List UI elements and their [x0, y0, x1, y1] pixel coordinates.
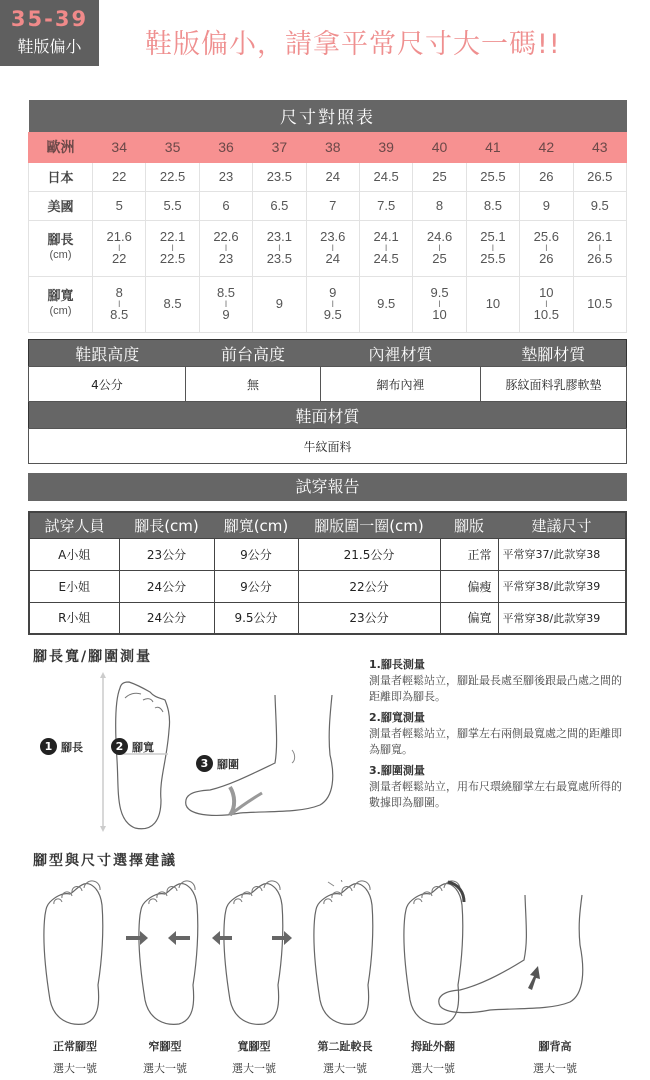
upper-material-header: 鞋面材質 — [29, 402, 627, 429]
jp-size: 22.5 — [146, 162, 199, 191]
column-header: 試穿人員 — [29, 512, 119, 538]
jp-size: 25.5 — [466, 162, 519, 191]
eu-row — [29, 132, 627, 162]
foot-length-range: 26.1 I 26.5 — [573, 220, 626, 276]
foot-girth: 21.5公分 — [298, 538, 440, 570]
fitting-report-table — [28, 511, 627, 635]
foot-length-range: 24.6 I 25 — [413, 220, 466, 276]
front-height-header: 前台高度 — [186, 340, 321, 367]
front-height-value: 無 — [186, 367, 321, 402]
eu-size: 41 — [466, 132, 519, 162]
foot-long-second-toe-icon — [314, 880, 373, 1024]
jp-size: 22 — [93, 162, 146, 191]
tester-name: R小姐 — [29, 602, 119, 634]
jp-size: 25 — [413, 162, 466, 191]
foot-length-range: 22.1 I 22.5 — [146, 220, 199, 276]
foot-wide-icon — [212, 881, 292, 1024]
foot-shape: 偏瘦 — [440, 570, 498, 602]
foot-side-girth-diagram — [180, 695, 340, 825]
row-label — [29, 220, 93, 276]
jp-size: 24 — [306, 162, 359, 191]
row-label: 美國 — [29, 191, 93, 220]
eu-size: 38 — [306, 132, 359, 162]
row-label: 日本 — [29, 162, 93, 191]
foot-width: 9公分 — [214, 538, 298, 570]
foot-normal-icon — [44, 881, 103, 1024]
column-header: 腳版圍一圈(cm) — [298, 512, 440, 538]
table-row — [29, 602, 626, 634]
jp-size: 23.5 — [253, 162, 306, 191]
number-2-icon: 2 — [111, 738, 128, 755]
us-size: 9.5 — [573, 191, 626, 220]
measure-title: 腳長寬/腳圍測量 — [33, 649, 153, 665]
us-row — [29, 191, 627, 220]
foot-width-row — [29, 276, 627, 332]
us-size: 8.5 — [466, 191, 519, 220]
foot-shape: 偏寬 — [440, 602, 498, 634]
unit-label: (cm) — [49, 249, 72, 261]
foot-length-range: 22.6 I 23 — [199, 220, 252, 276]
measure-label-length: 1 腳長 — [40, 738, 83, 755]
instruction-length: 1.腳長測量 測量者輕鬆站立，腳趾最長處至腳後跟最凸處之間的距離即為腳長。 — [369, 658, 622, 703]
column-header: 腳長(cm) — [119, 512, 214, 538]
eu-size: 34 — [93, 132, 146, 162]
foot-girth: 22公分 — [298, 570, 440, 602]
table-row — [29, 570, 626, 602]
instruction-girth: 3.腳圍測量 測量者輕鬆站立，用布尺環繞腳掌左右最寬處所得的數據即為腳圍。 — [369, 764, 622, 809]
foot-type-high-instep: 腳背高 選大一號 — [533, 1040, 577, 1075]
report-title: 試穿報告 — [28, 473, 627, 501]
foot-width-range: 8.5 I 9 — [199, 276, 252, 332]
foot-length-row — [29, 220, 627, 276]
foot-width-value: 10 — [466, 276, 519, 332]
foot-length-range: 24.1 I 24.5 — [359, 220, 412, 276]
materials-table — [28, 339, 627, 464]
number-1-icon: 1 — [40, 738, 57, 755]
jp-size: 23 — [199, 162, 252, 191]
foot-length-label: 腳長 — [47, 233, 74, 248]
heel-height-value: 4公分 — [29, 367, 186, 402]
lining-header: 內裡材質 — [321, 340, 481, 367]
size-chart-title: 尺寸對照表 — [29, 100, 627, 132]
foot-narrow-icon — [126, 881, 198, 1024]
foot-length-range: 25.1 I 25.5 — [466, 220, 519, 276]
tester-name: E小姐 — [29, 570, 119, 602]
instruction-width: 2.腳寬測量 測量者輕鬆站立，腳掌左右兩側最寬處之間的距離即為腳寬。 — [369, 711, 622, 756]
foot-width: 9公分 — [214, 570, 298, 602]
foot-type-bunion: 拇趾外翻 選大一號 — [411, 1040, 455, 1075]
size-range: 35-39 — [10, 7, 89, 31]
us-size: 5.5 — [146, 191, 199, 220]
row-label — [29, 276, 93, 332]
foot-length-range: 23.1 I 23.5 — [253, 220, 306, 276]
foot-length-range: 25.6 I 26 — [520, 220, 573, 276]
foot-type-narrow: 窄腳型 選大一號 — [143, 1040, 187, 1075]
us-size: 7 — [306, 191, 359, 220]
foot-type-normal: 正常腳型 選大一號 — [53, 1040, 97, 1075]
foot-type-wide: 寬腳型 選大一號 — [232, 1040, 276, 1075]
number-3-icon: 3 — [196, 755, 213, 772]
unit-label: (cm) — [49, 305, 72, 317]
foot-width-value: 8.5 — [146, 276, 199, 332]
eu-size: 39 — [359, 132, 412, 162]
suggested-size: 平常穿38/此款穿39 — [498, 602, 626, 634]
foot-length: 23公分 — [119, 538, 214, 570]
lining-value: 網布內裡 — [321, 367, 481, 402]
jp-row — [29, 162, 627, 191]
foot-length-range: 21.6 I 22 — [93, 220, 146, 276]
insole-header: 墊腳材質 — [481, 340, 627, 367]
foot-width-value: 9 — [253, 276, 306, 332]
measure-label-width: 2 腳寬 — [111, 738, 154, 755]
jp-size: 26.5 — [573, 162, 626, 191]
insole-value: 豚紋面料乳膠軟墊 — [481, 367, 627, 402]
fit-note: 鞋版偏小 — [17, 37, 82, 56]
row-label: 歐洲 — [29, 132, 93, 162]
measurement-instructions — [369, 657, 629, 816]
foot-shape: 正常 — [440, 538, 498, 570]
jp-size: 26 — [520, 162, 573, 191]
column-header: 腳寬(cm) — [214, 512, 298, 538]
size-chart-table — [28, 100, 627, 333]
tester-name: A小姐 — [29, 538, 119, 570]
foot-girth: 23公分 — [298, 602, 440, 634]
foot-width-range: 8 I 8.5 — [93, 276, 146, 332]
size-range-badge — [0, 0, 99, 66]
foot-width-range: 10 I 10.5 — [520, 276, 573, 332]
eu-size: 37 — [253, 132, 306, 162]
headline: 鞋版偏小，請拿平常尺寸大一碼!! — [145, 29, 561, 60]
foot-high-instep-icon — [439, 895, 583, 1013]
foot-length: 24公分 — [119, 602, 214, 634]
foot-bunion-icon — [404, 881, 464, 1024]
upper-material-value: 牛紋面料 — [29, 429, 627, 464]
foot-width-label: 腳寬 — [47, 289, 74, 304]
jp-size: 24.5 — [359, 162, 412, 191]
us-size: 7.5 — [359, 191, 412, 220]
foot-type-long-second-toe: 第二趾較長 選大一號 — [317, 1040, 373, 1075]
foot-length: 24公分 — [119, 570, 214, 602]
heel-height-header: 鞋跟高度 — [29, 340, 186, 367]
us-size: 8 — [413, 191, 466, 220]
foot-width-range: 9 I 9.5 — [306, 276, 359, 332]
suggested-size: 平常穿37/此款穿38 — [498, 538, 626, 570]
us-size: 9 — [520, 191, 573, 220]
foot-width-range: 9.5 I 10 — [413, 276, 466, 332]
eu-size: 36 — [199, 132, 252, 162]
us-size: 5 — [93, 191, 146, 220]
us-size: 6.5 — [253, 191, 306, 220]
foot-length-range: 23.6 I 24 — [306, 220, 359, 276]
us-size: 6 — [199, 191, 252, 220]
foot-width-value: 10.5 — [573, 276, 626, 332]
eu-size: 42 — [520, 132, 573, 162]
eu-size: 35 — [146, 132, 199, 162]
measure-label-girth: 3 腳圍 — [196, 755, 239, 772]
eu-size: 43 — [573, 132, 626, 162]
foot-types-diagrams — [40, 880, 640, 1030]
column-header: 腳版 — [440, 512, 498, 538]
foot-width-value: 9.5 — [359, 276, 412, 332]
table-row — [29, 538, 626, 570]
eu-size: 40 — [413, 132, 466, 162]
suggested-size: 平常穿38/此款穿39 — [498, 570, 626, 602]
column-header: 建議尺寸 — [498, 512, 626, 538]
foot-types-title: 腳型與尺寸選擇建議 — [33, 853, 177, 869]
foot-width: 9.5公分 — [214, 602, 298, 634]
